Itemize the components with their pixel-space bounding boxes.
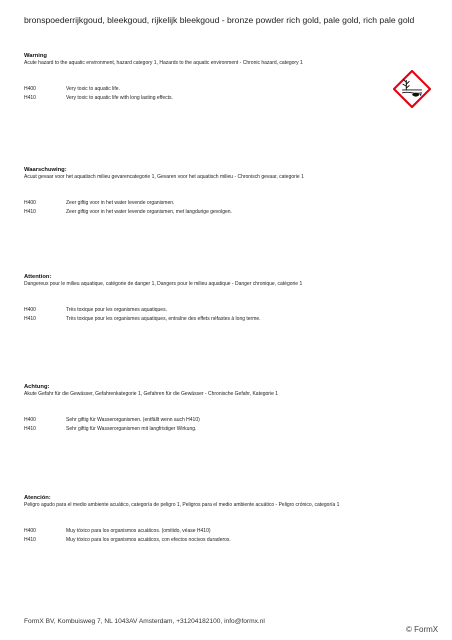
section-en (24, 52, 428, 104)
statement-text: Zeer giftig voor in het water levende organismen, met langdurige gevolgen. (66, 209, 232, 215)
hazard-class-description: Acute hazard to the aquatic environment, hazard category 1, Hazards to the aquatic environment - Chronic hazard, category 1 (24, 60, 303, 66)
statement-text: Très toxique pour les organismes aquatiques, entraîne des effets néfastes à long terme. (66, 316, 261, 322)
hazard-class-description: Peligro agudo para el medio ambiente acuático, categoría de peligro 1, Peligros para el medio ambiente acuático - Peligro crónico, categoría 1 (24, 502, 340, 508)
signal-word: Attention: (24, 274, 52, 280)
footer-copyright: © FormX (406, 625, 439, 634)
page-title: bronspoederrijkgoud, bleekgoud, rijkelijk bleekgoud - bronze powder rich gold, pale gold, rich pale gold (24, 15, 415, 25)
statement-code: H400 (24, 306, 36, 313)
statement-text: Sehr giftig für Wasserorganismen. (entfällt wenn auch H410) (66, 416, 200, 423)
hazard-statement (24, 315, 428, 325)
signal-word: Waarschuwing: (24, 167, 67, 173)
statement-text: Sehr giftig für Wasserorganismen mit langfristiger Wirkung. (66, 426, 197, 432)
section-es (24, 494, 428, 546)
statement-code: H400 (24, 85, 36, 92)
statement-code: H400 (24, 199, 36, 206)
statement-code: H410 (24, 209, 36, 215)
footer-address: FormX BV, Kombuisweg 7, NL 1043AV Amsterdam, +31204182100, info@formx.nl (24, 618, 265, 625)
statement-code: H410 (24, 426, 36, 432)
signal-word: Achtung: (24, 384, 50, 390)
statement-text: Muy tóxico para los organismos acuáticos, con efectos nocivos duraderos. (66, 537, 231, 543)
statement-text: Très toxique pour les organismes aquatiques. (66, 306, 167, 313)
statement-code: H410 (24, 316, 36, 322)
hazard-statement (24, 85, 428, 95)
section-fr (24, 273, 428, 325)
statement-text: Very toxic to aquatic life. (66, 85, 120, 92)
section-nl (24, 166, 428, 218)
section-de (24, 383, 428, 435)
statement-text: Muy tóxico para los organismos acuáticos. (omitido, véase H410) (66, 527, 211, 534)
statement-code: H400 (24, 416, 36, 423)
hazard-class-description: Acuut gevaar voor het aquatisch milieu gevarencategorie 1, Gevaren voor het aquatisch milieu - Chronisch gevaar, categorie 1 (24, 174, 304, 180)
statement-code: H410 (24, 95, 36, 101)
hazard-statements (24, 416, 428, 435)
hazard-statement (24, 208, 428, 218)
hazard-statement (24, 425, 428, 435)
hazard-statement (24, 536, 428, 546)
statement-code: H400 (24, 527, 36, 534)
hazard-class-description: Akute Gefahr für die Gewässer, Gefahrenkategorie 1, Gefahren für die Gewässer - Chronische Gefahr, Kategorie 1 (24, 391, 279, 397)
signal-word: Atención: (24, 495, 51, 501)
hazard-class-description: Dangereux pour le milieu aquatique, catégorie de danger 1, Dangers pour le milieu aquatique - Danger chronique, catégorie 1 (24, 281, 303, 287)
hazard-statements (24, 306, 428, 325)
hazard-statement (24, 416, 428, 426)
statement-code: H410 (24, 537, 36, 543)
hazard-statement (24, 527, 428, 537)
hazard-statement (24, 306, 428, 316)
hazard-statements (24, 527, 428, 546)
statement-text: Zeer giftig voor in het water levende organismen. (66, 199, 175, 206)
hazard-statements (24, 199, 428, 218)
statement-text: Very toxic to aquatic life with long lasting effects. (66, 95, 173, 101)
hazard-statement (24, 94, 428, 104)
hazard-statement (24, 199, 428, 209)
hazard-statements (24, 85, 428, 104)
signal-word: Warning (24, 53, 47, 59)
